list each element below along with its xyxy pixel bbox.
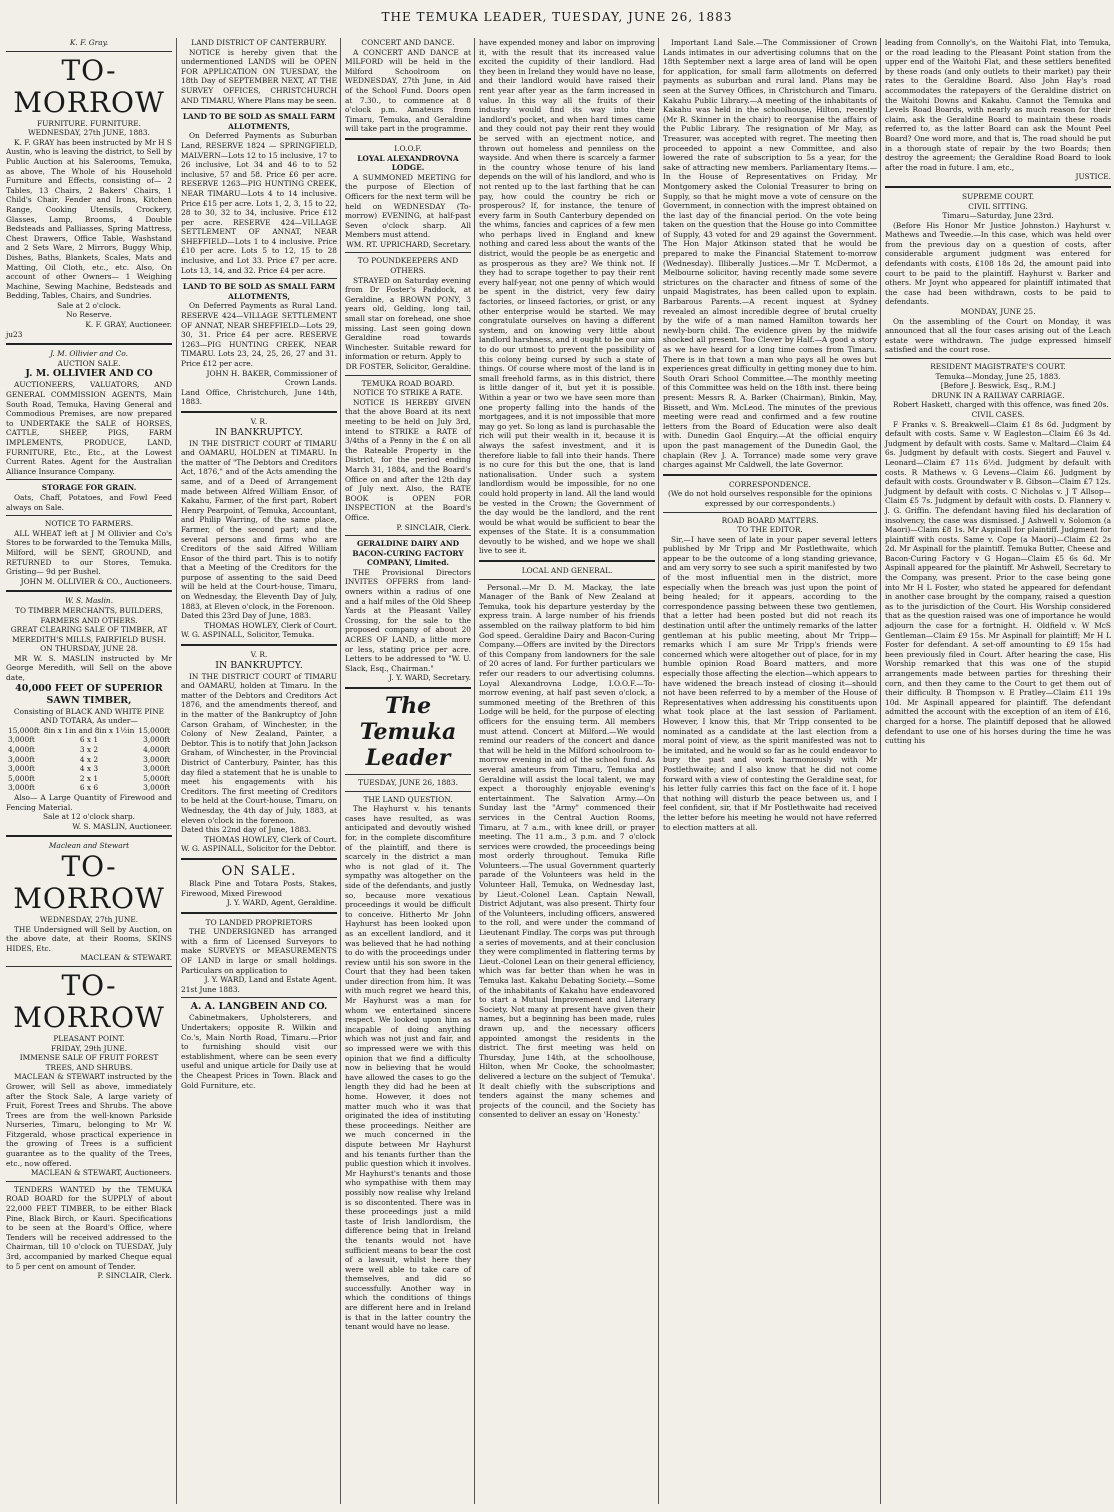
divider bbox=[181, 278, 337, 279]
timber-row bbox=[6, 735, 172, 745]
divider bbox=[6, 343, 172, 345]
local-general-title: LOCAL AND GENERAL. bbox=[521, 566, 613, 576]
divider bbox=[345, 535, 471, 536]
supreme-court-date: Timaru—Saturday, June 23rd. bbox=[942, 211, 1054, 221]
lodge-signature: WM. RT. UPRICHARD, Secretary. bbox=[346, 239, 471, 249]
concert-body: A CONCERT AND DANCE at MILFORD will be held in the Milford Schoolroom on WEDNESDAY, 27th June, in Aid of the School Fund. Doors open at 7.30., to commence at 8 o'clock p.m. Amateurs from Timaru, Temuka, and Geraldine will take part in the programme. bbox=[345, 47, 471, 134]
pound-title: TO POUNDKEEPERS AND OTHERS. bbox=[357, 256, 459, 276]
timber-cell: 15,000ft bbox=[8, 725, 40, 735]
maslin-also: Also— A Large Quantity of Firewood and Fencing Material. bbox=[6, 793, 172, 812]
land-office: Land Office, Christchurch, June 14th, 1883. bbox=[181, 387, 337, 407]
maclean-date-2: FRIDAY, 29th JUNE. bbox=[50, 1043, 128, 1053]
olliver-header: J. M. Ollivier and Co. bbox=[50, 349, 128, 359]
divider bbox=[345, 375, 471, 376]
road-board-body: NOTICE IS HEREBY GIVEN that the above Board at its next meeting to be held on July 3rd, intend to STRIKE a RATE of 3/4ths of a Penny in the £ on all the Rateable Property in the District, for the period ending March 31, 1884, and the Board's Office on and after the 12th day of July next. Also, the RATE BOOK is OPEN FOR INSPECTION at the Board's Office. bbox=[345, 397, 471, 522]
olliver-name: J. M. OLLIVIER AND CO bbox=[25, 368, 153, 380]
timber-cell: 5,000ft bbox=[8, 773, 35, 783]
news-items-body: Important Land Sale.—The Commissioner of Crown Lands intimates in our advertising columns that on the 18th September next a large area of land will be open for application, for small farm allotments on deferred payments as suburban and rural land. Plans may be seen at the Survey Offices, in Christchurch and Timaru. Kakahu Public Library.—A meeting of the inhabitants of Kakahu was held in the schoolhouse, Hilton, recently (Mr R. Skinner in the chair) to reorganise the affairs of the Public Library. The resignation of Mr May, as Treasurer, was accepted with regret. The meeting then proceeded to appoint a new Committee, and also lowered the rate of subscription to 5s a year, for the sake of attracting new members. Parliamentary Items.—In the House of Representatives on Friday, Mr Montgomery asked the Colonial Treasurer to bring on Supply, so that he might move a vote of censure on the Government, in connection with the imprest obtained on the last day of the financial period. On the vote being taken on the question that the House go into Committee of Supply, 43 voted for and 29 against the Government. The Hon Major Atkinson stated that he would be prepared to make the Financial Statement to-morrow (Wednesday). Illiberally Justices.—Mr T. McDermot, a Melbourne solicitor, having recently made some severe strictures on the character and fitness of some of the unpaid Magistrates, has been called upon to explain. Barbarous Parents.—A recent inquest at Sydney revealed an almost incredible degree of brutal cruelty by the wife of a man named Hamilton towards her newly-born child. The evidence given by the midwife shocked all present. Too Clever by Half.—A good a story as we have heard for a long time comes from Timaru. There is in that town a man who pays all he owes but experiences great difficulty in getting money due to him. South Orari School Committee.—The monthly meeting of this Committee was held on the 18th inst. there being present: Messrs R. A. Barker (Chairman), Binkin, May, Bissett, and Wm. McLeod. The minutes of the previous meeting were read and confirmed and a few routine letters from the Board of Education were also dealt with. Dunedin Gaol Enquiry.—At the official enquiry upon the past management of the Dunedin Gaol, the chaplain (Rev J. A. Torrance) made some very grave charges against Mr Caldwell, the late Governor. bbox=[663, 38, 877, 470]
divider bbox=[345, 138, 471, 140]
divider bbox=[663, 474, 877, 476]
divider bbox=[6, 590, 172, 592]
divider bbox=[885, 186, 1111, 188]
langbein-body: Cabinetmakers, Upholsterers, and Undertakers; opposite R. Wilkin and Co.'s, Main North Road, Timaru.—Prior to furnishing should visit our establishment, where can be seen every useful and unique article for Daily use at the Cheapest Prices in Town. Black and Gold Furniture, etc. bbox=[181, 1013, 337, 1090]
maclean-title-2: IMMENSE SALE OF FRUIT FOREST TREES, AND SHRUBS. bbox=[19, 1053, 159, 1072]
gray-date: WEDNESDAY, 27th JUNE, 1883. bbox=[28, 128, 150, 138]
maclean-signature-2: MACLEAN & STEWART, Auctioneers. bbox=[30, 1168, 172, 1178]
concert-title: CONCERT AND DANCE. bbox=[361, 38, 455, 47]
timber-cell: 3,000ft bbox=[143, 754, 170, 764]
bankruptcy-2-signature: THOMAS HOWLEY, Clerk of Court. bbox=[204, 834, 337, 844]
bankruptcy-1-title: IN BANKRUPTCY. bbox=[215, 426, 303, 438]
magistrate-court-date: Temuka—Monday, June 25, 1883. bbox=[935, 371, 1061, 381]
gray-header: K. F. Gray. bbox=[69, 38, 109, 47]
timber-cell: 8in x 1in and 8in x 1½in bbox=[43, 725, 135, 735]
tenders-body: TENDERS WANTED by the TEMUKA ROAD BOARD for the SUPPLY of about 22,000 FEET TIMBER, to be either Black Pine, Black Birch, or Kauri. Specifications to be seen at the Board's Office, where Tenders will be received addressed to the Chairman, till 10 o'clock on TUESDAY, July 3rd, accompanied by marked Cheque equal to 5 per cent on amount of Tender. bbox=[6, 1184, 172, 1271]
divider bbox=[6, 515, 172, 516]
dairy-signature: J. Y. WARD, Secretary. bbox=[388, 673, 471, 683]
lodge-title: LOYAL ALEXANDROVNA LODGE. bbox=[357, 153, 459, 173]
timber-row bbox=[6, 745, 172, 755]
maclean-header: Maclean and Stewart bbox=[48, 841, 130, 851]
divider bbox=[6, 479, 172, 480]
bankruptcy-2-body: IN THE DISTRICT COURT of TIMARU and OAMARU, holden at Timaru. In the matter of the Debtors and Creditors Act 1876, and the amendments thereof, and in the matter of the Bankruptcy of John Carson Graham, of Winchester, in the Colony of New Zealand, Painter, a Debtor. This is to notify that John Jackson Graham, of Winchester, in the Provincial District of Canterbury, Painter, has this day filed a statement that he is unable to meet his engagements with his Creditors. The first meeting of Creditors to be held at the Court-house, Timaru, on Wednesday, the 4th day of July, 1883, at eleven o'clock in the forenoon. bbox=[181, 671, 337, 825]
land-body-1: On Deferred Payments as Suburban Land, RESERVE 1824 — SPRINGFIELD, MALVERN—Lots 12 to 15 inclusive, 17 to 26 inclusive, Lot 34 and 46 to to 52 inclusive, 57 and 58. Price £6 per acre. RESERVE 1263—PIG HUNTING CREEK, NEAR TIMARU—Lots 4 to 14 inclusive. Price £15 per acre. Lots 1, 2, 3, 15 to 22, 28 to 30, 32 to 34, inclusive. Price £12 per acre. RESERVE 424—VILLAGE SETTLEMENT OF ANNAT, NEAR SHEFFIELD—Lots 1 to 4 inclusive. Price £10 per acre. Lots 5 to 12, 15 to 28 inclusive, and Lot 33. Price £7 per acre. Lots 13, 14, and 32. Price £4 per acre. bbox=[181, 131, 337, 275]
on-sale-signature: J. Y. WARD, Agent, Geraldine. bbox=[226, 898, 337, 908]
timber-row bbox=[6, 726, 172, 736]
masthead: THE TEMUKA LEADER, TUESDAY, JUNE 26, 1883 bbox=[381, 10, 733, 24]
divider bbox=[345, 791, 471, 792]
divider bbox=[345, 687, 471, 689]
column-5 bbox=[658, 38, 881, 1504]
maslin-sale-time: Sale at 12 o'clock sharp. bbox=[42, 812, 135, 822]
supreme-court-body: (Before His Honor Mr Justice Johnston.) Hayhurst v. Mathews and Tweedie.—In this case, which was held over from the previous day on a question of costs, after considerable argument judgment was entered for defendants with costs, £108 18s 2d, the amount paid into court to be paid to the plaintiff. Hayhurst v. Barker and others. Mr Joynt who appeared for plaintiff intimated that the case had been withdrawn, costs to be paid to defendants. bbox=[885, 220, 1111, 307]
divider bbox=[663, 512, 877, 513]
divider bbox=[181, 912, 337, 914]
landed-body: THE UNDERSIGNED has arranged with a firm of Licensed Surveyors to make SURVEYS or MEASUREMENTS OF LAND in large or small holdings. Particulars on application to bbox=[181, 927, 337, 975]
timber-cell: 3,000ft bbox=[8, 735, 35, 745]
landed-signature: J. Y. WARD, Land and Estate Agent. bbox=[204, 975, 337, 985]
tenders-signature: P. SINCLAIR, Clerk. bbox=[97, 1271, 172, 1281]
divider bbox=[181, 644, 337, 646]
timber-cell: 6 x 6 bbox=[79, 783, 99, 793]
divider bbox=[6, 1181, 172, 1182]
bankruptcy-1-dated: Dated this 23rd Day of June, 1883. bbox=[181, 611, 312, 621]
maslin-consisting: Consisting of BLACK AND WHITE PINE AND TOTARA, As under— bbox=[13, 706, 165, 726]
maslin-signature: W. S. MASLIN, Auctioneer. bbox=[72, 821, 172, 831]
timber-row bbox=[6, 783, 172, 793]
magistrate-court-before: [Before J. Beswick, Esq., R.M.] bbox=[940, 381, 1056, 391]
column-1 bbox=[2, 38, 176, 1504]
gray-code: ju23 bbox=[6, 329, 23, 339]
maclean-body-2: MACLEAN & STEWART instructed by the Grower, will Sell as above, immediately after the Stock Sale, A large variety of Fruit, Forest Trees and Shrubs. The above Trees are from the well-known Parkside Nurseries, Timaru, belonging to Mr W. Fitzgerald, whose practical experience in the growing of Trees is a sufficient guarantee as to the quality of the Trees, etc., now offered. bbox=[6, 1072, 172, 1168]
pound-signature: DR FOSTER, Solicitor, Geraldine. bbox=[345, 362, 471, 371]
timber-cell: 3,000ft bbox=[8, 754, 35, 764]
maclean-tomorrow-heading-1: TO-MORROW bbox=[13, 849, 165, 915]
road-board-subtitle: NOTICE TO STRIKE A RATE. bbox=[353, 388, 463, 398]
timber-cell: 4 x 3 bbox=[79, 764, 99, 774]
landed-title: TO LANDED PROPRIETORS bbox=[205, 917, 313, 927]
correspondence-to-editor: TO THE EDITOR. bbox=[737, 525, 803, 535]
timber-cell: 4,000ft bbox=[143, 745, 170, 755]
land-header: LAND DISTRICT OF CANTERBURY. bbox=[191, 38, 327, 47]
lodge-body: A SUMMONED MEETING for the purpose of Election of Officers for the next term will be held on WEDNESDAY (To-morrow) EVENING, at half-past Seven o'clock sharp. All Members must attend. bbox=[345, 172, 471, 240]
timber-cell: 3,000ft bbox=[143, 735, 170, 745]
magistrate-court-title: RESIDENT MAGISTRATE'S COURT. bbox=[930, 362, 1066, 371]
bankruptcy-1-body: IN THE DISTRICT COURT of TIMARU and OAMARU, HOLDEN at TIMARU. In the matter of "The Debtors and Creditors Act, 1876," and of the Acts amending the same, and of a Deed of Arrangement made between Alfred William Ensor, of Kakahu, Farmer, of the first part, Robert Henry Pearpoint, of Temuka, Accountant, and Philip Warring, of the same place, Farmer, of the second part; and the several persons and firms who are Creditors of the said Alfred William Ensor of the third part. This is to notify that a Meeting of the Creditors for the purpose of assenting to the said Deed will be held at the Court-house, Timaru, on Wednesday, the Eleventh Day of July, 1883, at Eleven o'clock, in the Forenoon. bbox=[181, 438, 337, 611]
pound-body: STRAYED on Saturday evening from Dr Foster's Paddock, at Geraldine, a BROWN PONY, 3 years old, Gelding, long tail, small star on forehead, one shoe missing. Last seen going down Geraldine road towards Winchester. Suitable reward for information or return. Apply to bbox=[345, 275, 471, 362]
storage-title: STORAGE FOR GRAIN. bbox=[41, 483, 137, 493]
timber-cell: 6 x 1 bbox=[79, 735, 99, 745]
bankruptcy-2-solicitor: W. G. ASPINALL, Solicitor for the Debtor. bbox=[181, 844, 337, 854]
bankruptcy-2-title: IN BANKRUPTCY. bbox=[215, 659, 303, 671]
maslin-header: W. S. Maslin. bbox=[64, 596, 114, 606]
timber-cell: 3,000ft bbox=[8, 783, 35, 793]
newspaper-flag: The Temuka Leader bbox=[359, 693, 457, 771]
timber-table bbox=[6, 726, 172, 793]
maslin-title: TO TIMBER MERCHANTS, BUILDERS, FARMERS AND OTHERS. bbox=[15, 605, 163, 625]
magistrate-civil-title: CIVIL CASES. bbox=[971, 409, 1025, 419]
land-title-1: LAND TO BE SOLD AS SMALL FARM ALLOTMENTS, bbox=[182, 112, 336, 131]
farmers-signature: JOHN M. OLLIVIER & CO., Auctioneers. bbox=[20, 576, 172, 586]
divider bbox=[479, 579, 655, 580]
maslin-body: MR W. S. MASLIN instructed by Mr George Meredith, will Sell on the above date, bbox=[6, 653, 172, 683]
timber-row bbox=[6, 774, 172, 784]
land-body-2: On Deferred Payments as Rural Land. RESERVE 424—VILLAGE SETTLEMENT OF ANNAT, NEAR SHEFFIELD—Lots 29, 30, 31. Price £4 per acre. RESERVE 1263—PIG HUNTING CREEK, NEAR TIMARU. Lots 23, 24, 25, 26, 27 and 31. Price £12 per acre. bbox=[181, 301, 337, 368]
land-title-2: LAND TO BE SOLD AS SMALL FARM ALLOTMENTS, bbox=[182, 282, 336, 301]
column-4 bbox=[474, 38, 659, 1504]
dairy-body: THE Provisional Directors INVITES OFFERS from land-owners within a radius of one and a half miles of the Old Sheep Yards at the Pleasant Valley Crossing, for the sale to the proposed company of about 20 ACRES OF LAND, a little more or less, stating price per acre. Letters to be addressed to "W. U. Slack, Esq., Chairman." bbox=[345, 567, 471, 673]
bankruptcy-1-signature: THOMAS HOWLEY, Clerk of Court. bbox=[204, 620, 337, 630]
divider bbox=[345, 774, 471, 775]
bankruptcy-2-vr: V. R. bbox=[250, 650, 268, 660]
maclean-date-1: WEDNESDAY, 27th JUNE. bbox=[39, 914, 139, 924]
timber-cell: 5,000ft bbox=[143, 773, 170, 783]
supreme-court-monday-body: On the assembling of the Court on Monday, it was announced that all the four cases arising out of the Leach estate were withdrawn. The judge expressed himself satisfied and the court rose. bbox=[885, 316, 1111, 355]
column-6 bbox=[880, 38, 1114, 1504]
maclean-signature-1: MACLEAN & STEWART. bbox=[80, 953, 172, 963]
road-board-signature: P. SINCLAIR, Clerk. bbox=[396, 522, 471, 532]
gray-tomorrow-heading: TO-MORROW bbox=[13, 53, 165, 119]
olliver-subtitle: AUCTION SALE. bbox=[57, 358, 121, 368]
maclean-body-1: THE Undersigned will Sell by Auction, on the above date, at their Rooms, SKINS HIDES, Etc. bbox=[6, 924, 172, 953]
timber-cell: 3 x 2 bbox=[79, 745, 99, 755]
landed-date: 21st June 1883. bbox=[181, 984, 240, 994]
supreme-court-monday: MONDAY, JUNE 25. bbox=[960, 307, 1036, 317]
on-sale-title: ON SALE. bbox=[221, 863, 297, 879]
gray-reserve: No Reserve. bbox=[66, 310, 112, 320]
local-general-body: Personal.—Mr D. M. Mackay, the late Manager of the Bank of New Zealand at Temuka, took his departure yesterday by the express train. A large number of his friends assembled on the railway platform to bid him God speed. Geraldine Dairy and Bacon-Curing Company.—Offers are invited by the Directors of this Company from landowners for the sale of 20 acres of land. For further particulars we refer our readers to our advertising columns. Loyal Alexandrovna Lodge, I.O.O.F.—To-morrow evening, at half past seven o'clock, a summoned meeting of the Brethren of this Lodge will be held, for the purpose of electing officers for the ensuing term. All members must attend. Concert at Milford.—We would remind our readers of the concert and dance that will be held in the Milford schoolroom to-morrow evening in aid of the school fund. As several amateurs from Timaru, Temuka and Geraldine will assist the local talent, we may expect a thoroughly enjoyable evening's entertainment. The Salvation Army.—On Sunday last the "Army" commenced their services in the Central Auction Rooms, Timaru, at 7 a.m., with knee drill, or prayer meeting. The 11 a.m., 3 p.m. and 7 o'clock services were crowded, the proceedings being most orderly throughout. Temuka Rifle Volunteers.—The usual Government quarterly parade of the Volunteers was held in the Volunteer Hall, Temuka, on Wednesday last, by Lieut.-Colonel Lean. Captain Newall, District Adjutant, was also present. Thirty four of the Volunteers, including officers, answered to the roll, and were under the command of Lieutenant Findlay. The corps was put through a series of movements, and at their conclusion they were complimented in flattering terms by Lieut.-Colonel Lean on their general efficiency, which was far better than when he was in Temuka last. Kakahu Debating Society.—Some of the inhabitants of Kakahu have endeavored to start a Mutual Improvement and Literary Society. Not many at present have given their names, but a beginning has been made, rules drawn up, and the necessary officers appointed amongst the residents in the district. The first meeting was held on Thursday, June 14th, at the schoolhouse, Hilton, when Mr Cooke, the schoolmaster, delivered a lecture on the subject of 'Temuka'. It dealt chiefly with the subscriptions and tenders against the many schemes and projects of the council, and the Society has consented to deliver an essay on 'Honesty.' bbox=[479, 582, 655, 1120]
divider bbox=[181, 411, 337, 413]
langbein-title: A. A. LANGBEIN AND CO. bbox=[190, 1001, 328, 1013]
editorial-continued: have expended money and labor on improving it, with the result that its increased value excited the cupidity of their landlord. Had they been in Ireland they would have no lease, and their landlord would have raised their rent year after year as the farm increased in value. In this way all the fruits of their industry would find its way into their landlord's pocket, and when hard times came and they could not pay their rent they would be served with an ejectment notice, and thrown out homeless and penniless on the wayside. And when there is scarcely a farmer in the country whose tenure of his land depends on the will of his landlord, and who is not rented up to the last farthing that he can pay, how could the country be rich or prosperous? If, for instance, the tenure of every farm in South Canterbury depended on the whims, fancies and caprices of a few men who perhaps lived in England and knew nothing and cared less about the wants of the district, would the people be as energetic and as prosperous as they are? We think not. If they had to scrape together to pay their rent every half-year, not one penny of which would be spent in the district, very few dairy factories, or linseed factories, or grist, or any other enterprise would be started. We may congratulate ourselves on having a different system, and on knowing very little about landlord harshness, and it ought to be our aim to do our utmost to prevent the possibility of this colony being cursed by such a state of things. Of course where most of the land is in small freehold farms, as in this district, there is little danger of it, but yet it is possible. Within a year or two we have seen more than one property falling into the hands of the mortgagees, and it is not impossible that more may go yet. So long as land is purchasable the rich will put their wealth in it, because it is always the safest investment, and it is therefore liable to fall into their hands. There is no cure for this but the one, that is land nationalisation. Under such a system landlordism would be impossible, for no one could hold property in land. All the land would be vested in the Crown; the Government of the day would be the landlord, and the rent would be what would be sufficient to bear the expenses of the State. It is a consummation devoutly to be wished, and we hope we shall live to see it. bbox=[479, 38, 655, 556]
newspaper-date: TUESDAY, JUNE 26, 1883. bbox=[358, 778, 458, 787]
maslin-big: 40,000 FEET OF SUPERIOR SAWN TIMBER, bbox=[15, 682, 163, 706]
divider bbox=[6, 835, 172, 837]
magistrate-drunk-body: Robert Haskett, charged with this offence, was fined 20s. bbox=[893, 400, 1109, 410]
timber-cell: 4,000ft bbox=[8, 745, 35, 755]
gray-signature: K. F. GRAY, Auctioneer. bbox=[85, 320, 172, 330]
divider bbox=[345, 252, 471, 253]
gray-body: K. F. GRAY has been instructed by Mr H S Austin, who is leaving the district, to Sell by Public Auction at his Salerooms, Temuka, as above, The Whole of his Household Furniture and Effects, consisting of— 2 Tables, 13 Chairs, 2 Bakers' Chairs, 1 Child's Chair, Fender and Irons, Kitchen Range, Cooking Utensils, Crockery, Glasses, Lamp, Brooms, 4 Double Bedsteads and Palliasses, Spring Mattress, Chest Drawers, Office Table, Washstand and 2 Sets Ware, 2 Mirrors, Buggy Whip, Dishes, Baths, Blankets, Scales, Mats and Matting, Oil Cloth, etc., etc. Also, On account of other Owners— 1 Weighing Machine, Sewing Machine, Bedsteads and Bedding, Tables, Chairs, and Sundries. bbox=[6, 137, 172, 301]
land-body: NOTICE is hereby given that the undermentioned LANDS will be OPEN FOR APPLICATION ON TUESDAY, the 18th Day of SEPTEMBER NEXT, AT THE SURVEY OFFICES, CHRISTCHURCH AND TIMARU, Where Plans may be seen. bbox=[181, 47, 337, 105]
editorial-title: THE LAND QUESTION. bbox=[363, 794, 453, 804]
supreme-court-title: SUPREME COURT. bbox=[961, 191, 1035, 201]
maclean-subtitle-2: PLEASANT POINT. bbox=[53, 1033, 125, 1043]
maslin-sale: GREAT CLEARING SALE OF TIMBER, AT MEREDITH'S MILLS, FAIRFIELD BUSH. ON THURSDAY, JUNE 28. bbox=[10, 625, 168, 654]
correspondence-body: Sir,—I have seen of late in your paper several letters published by Mr Tripp and Mr Postlethwaite, which appear to be the outcome of a long standing grievance, and am very sorry to see such a spirit manifested by two of the most influential men in the district, more especially when the breach was just upon the point of being healed; for it appears, according to the correspondence passing between these two gentlemen, that a letter had been posted but did not reach its destination until after the untimely remarks of the latter gentleman at his public meeting, about Mr Tripp—remarks which I am sure Mr Tripp's friends were concerned which were altogether out of place, for in my humble opinion Road Board matters, and more especially those affecting the election—which appears to have widened the breach instead of closing it—should not have been referred to by a member of the House of Representatives when addressing his constituents upon what took place at the last session of Parliament. However, I know this, that Mr Tripp consented to be nominated as a candidate at the last election from a moral point of view, as the spirit manifested was not to be imitated, and he would so far as he could endeavor to bury the past and work harmoniously with Mr Postlethwaite; and I also know that he did not come forward with a view of contesting the Geraldine seat, for his letter fully carries this fact on the face of it. I hope that nothing will disturb the peace between us, and I feel confident, sir, that if Mr Postlethwaite had received the letter before his meeting he would not have referred to election matters at all. bbox=[663, 534, 877, 832]
on-sale-body: Black Pine and Totara Posts, Stakes, Firewood, Mixed Firewood bbox=[181, 878, 337, 898]
road-board-title: TEMUKA ROAD BOARD. bbox=[361, 378, 455, 388]
column-3 bbox=[340, 38, 475, 1504]
correspondence-note: (We do not hold ourselves responsible for the opinions expressed by our correspondents.) bbox=[667, 489, 873, 508]
timber-cell: 3,000ft bbox=[8, 764, 35, 774]
correspondence-subtitle: ROAD BOARD MATTERS. bbox=[721, 515, 819, 525]
bankruptcy-1-solicitor: W. G. ASPINALL, Solicitor, Temuka. bbox=[181, 630, 315, 640]
gray-sale-time: Sale at 2 o'clock. bbox=[57, 300, 121, 310]
divider bbox=[885, 358, 1111, 359]
farmers-body: ALL WHEAT left at J M Ollivier and Co's Stores to be forwarded to the Temuka Mills, Milford, will be SENT, GROUND, and RETURNED to our Stores, Temuka. Gristing— 9d per Bushel. bbox=[6, 528, 172, 577]
divider bbox=[181, 858, 337, 860]
oof-title: I.O.O.F. bbox=[394, 143, 422, 153]
divider bbox=[479, 560, 655, 562]
timber-cell: 3,000ft bbox=[143, 764, 170, 774]
column-2 bbox=[176, 38, 341, 1504]
maclean-tomorrow-heading-2: TO-MORROW bbox=[13, 968, 165, 1034]
correspondence-continued: leading from Connolly's, on the Waitohi Flat, into Temuka, or the road leading to the Pleasant Point station from the upper end of the Waitohi Flat, and these settlers benefited by these roads (and only outlets to their market) pay their rates to the Geraldine Board. Also John Hay's road accommodates the ratepayers of the Geraldine district on the Waitohi Downs and Kakahu. Cannot the Temuka and Levels Road Boards, with nearly as much reason for their claim, ask the Geraldine Board to maintain these roads referred to, as the latter Board can ask the Mount Peel Board? One word more, and that is, The road should be put in a thorough state of repair by the two Boards; then destroy the agreement; the Geraldine Road Board to look after the road in future. I am, etc., bbox=[885, 38, 1111, 172]
olliver-body: AUCTIONEERS, VALUATORS, AND GENERAL COMMISSION AGENTS, Main South Road, Temuka, Having General and Commodious Premises, are now prepared to UNDERTAKE the SALE of HORSES, CATTLE, SHEEP, PIGS, FARM IMPLEMENTS, PRODUCE, LAND, FURNITURE, Etc., Etc., at the Lowest Current Rates. Agent for the Australian Alliance Insurance Company. bbox=[6, 380, 172, 476]
timber-row bbox=[6, 755, 172, 765]
bankruptcy-2-dated: Dated this 22nd day of June, 1883. bbox=[181, 825, 312, 835]
timber-row bbox=[6, 764, 172, 774]
supreme-court-subtitle: CIVIL SITTING. bbox=[968, 201, 1028, 211]
land-signature: JOHN H. BAKER, Commissioner of Crown Lands. bbox=[206, 368, 337, 388]
gray-subtitle: FURNITURE. FURNITURE. bbox=[37, 118, 141, 128]
timber-cell: 4 x 2 bbox=[79, 754, 99, 764]
farmers-title: NOTICE TO FARMERS. bbox=[44, 519, 134, 529]
magistrate-civil-body: F Franks v. S. Breakwell—Claim £1 8s 6d. Judgment by default with costs. Same v. W Eagleston—Claim £6 3s 4d. Judgment by default with costs. Same v. Maltard—Claim £4 6s. Judgment by default with costs. Siegert and Fauvel v. Leonard—Claim £7 11s 6½d. Judgment by default with costs. R Mathews v. G Levens—Claim £6. Judgment by default with costs. Groundwater v B. Gibson—Claim £7 12s. Judgment by default with costs. C Nicholas v. J T Allsop—Claim £5 7s. Judgment by default with costs. D. Flannery v. J. G. Griffin. The defendant having filed his declaration of insolvency, the case was dismissed. J Ashwell v. Solomon (a Maori)—Claim £8 1s. Mr Aspinall for plaintiff. Judgment for plaintiff with costs. Same v. Cope (a Maori)—Claim £2 2s 2d. Mr Aspinall for the plaintiff. Temuka Butter, Cheese and Bacon-Curing Factory v G Hogan—Claim £5 6s 6d. Mr Aspinall appeared for the plaintiff. Mr Ashwell, Secretary to the Company, was present. Prior to the case being gone into Mr H L Foster, who stated he appeared for defendant in another case brought by the company, raised a question as to the jurisdiction of the Court. His Worship considered that as the question raised was one of importance he would adjourn the case for a fortnight. H. Oldfield v. W McS Gentleman—Claim £9 15s. Mr Aspinall for plaintiff; Mr H L Foster for defendant. A set-off amounting to £9 15s had been previously filed in Court. After hearing the case, His Worship remarked that this was one of the stupid arrangements made between parties for threshing their corn, and then they came to the Court to get them out of their difficulty. B Thompson v. E Pratley—Claim £11 19s 10d. Mr Aspinall appeared for plaintiff. The defendant admitted the account with the exception of an item of £16, charged for a horse. The plaintiff deposed that he allowed defendant to use one of his horses during the time he was cutting his bbox=[885, 419, 1111, 746]
timber-cell: 15,000ft bbox=[138, 725, 170, 735]
bankruptcy-1-vr: V. R. bbox=[250, 416, 268, 426]
divider bbox=[6, 966, 172, 967]
magistrate-drunk-title: DRUNK IN A RAILWAY CARRIAGE. bbox=[931, 390, 1065, 400]
correspondence-signature: JUSTICE. bbox=[1075, 172, 1111, 182]
storage-body: Oats, Chaff, Potatoes, and Fowl Feed always on Sale. bbox=[6, 492, 172, 512]
divider bbox=[181, 997, 337, 998]
timber-cell: 3,000ft bbox=[143, 783, 170, 793]
correspondence-title: CORRESPONDENCE. bbox=[729, 479, 811, 489]
divider bbox=[6, 51, 172, 52]
divider bbox=[181, 108, 337, 109]
dairy-title: GERALDINE DAIRY AND BACON-CURING FACTORY COMPANY, Limited. bbox=[352, 539, 464, 568]
editorial-body: The Hayhurst v. his tenants cases have resulted, as was anticipated and devoutly wished for, in the complete discomfiture of the plaintiff, and there is scarcely in the district a man who is not glad of it. The sympathy was altogether on the side of the defendants, and justly so, because more vexatious proceedings it would be difficult to conceive. Hitherto Mr John Hayhurst has been looked upon as an excellent landlord, and it was believed that he had nothing to do with the proceedings under review until his son swore in the Court that they had been taken under direction from him. It was with much regret we heard this, Mr Hayhurst was a man for whom we entertained sincere respect. We looked upon him as incapable of doing anything which was not just and fair, and so impressed were we with this opinion that we find a difficulty now in believing that he would have allowed the cases to go the length they did had he been at home. However, it does not matter much who it was that originated the idea of instituting these proceedings. Neither are we much concerned in the dispute between Mr Hayhurst and his tenants further than the public question which it involves. Mr Hayhurst's tenants and those who sympathise with them may possibly now realise why Ireland is so discontented. There was in these proceedings just a mild taste of Irish landlordism, the difference being that in Ireland the tenants would not have sufficient means to bear the cost of a lawsuit, whilst here they were well able to take care of themselves, and did so successfully. Another way in which the conditions of things are different here and in Ireland is that in the latter country the tenant would have no lease. bbox=[345, 804, 471, 1332]
timber-cell: 2 x 1 bbox=[79, 773, 99, 783]
